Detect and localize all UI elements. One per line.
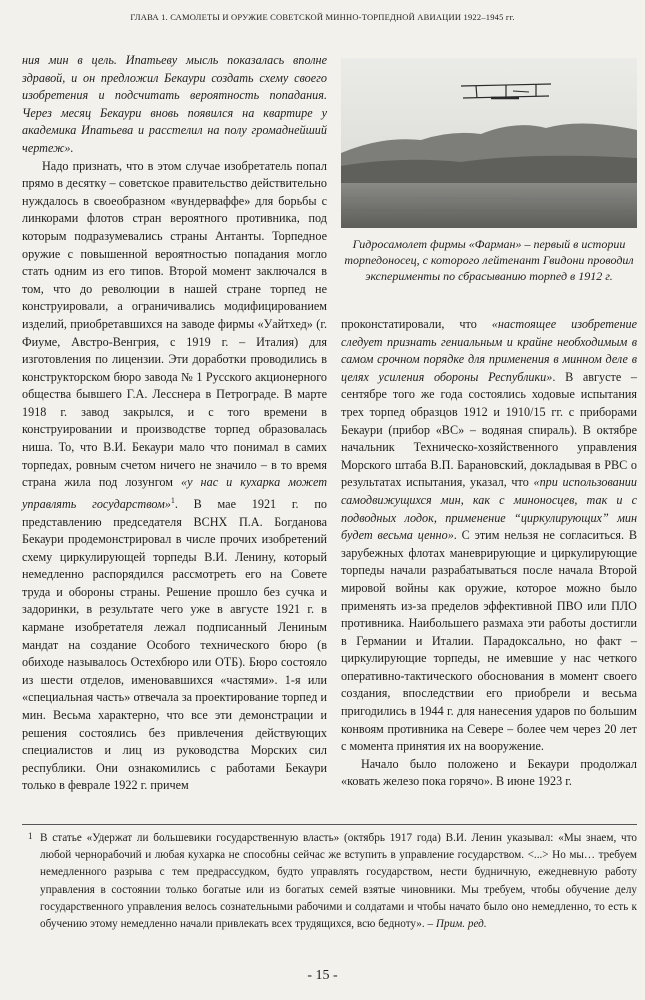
right-text-start: проконстатировали, что bbox=[341, 317, 492, 331]
left-paragraph-main bbox=[22, 158, 327, 795]
footnote-divider bbox=[22, 824, 637, 825]
footnote-body bbox=[40, 830, 637, 933]
footnote-reference[interactable]: 1 bbox=[170, 495, 175, 505]
left-paragraph-quote: ния мин в цель. Ипатьеву мысль показалась вполне здравой, и он предложил Бекаури создать схему своего изобретения и подсчитать вероятность попадания. Через месяц Бекаури вновь появился на квартире у академика Ипатьева и расстелил на полу громаднейший чертеж». bbox=[22, 53, 327, 155]
footnote bbox=[22, 830, 637, 933]
photo-illustration bbox=[341, 58, 637, 228]
farman-seaplane-photo bbox=[341, 58, 637, 228]
right-text-middle: . В августе – сентябре того же года состоялись ходовые испытания трех торпед образцов 1912 и 1910/15 гг. с приборами Бекаури (прибор «ВС» – водяная спираль). В октябре начальник Техническо-хозяйственного управления Морского штаба В.П. Барановский, докладывая в РВС о результатах испытания, указал, что bbox=[341, 369, 637, 490]
left-column bbox=[22, 52, 327, 795]
photo-caption: Гидросамолет фирмы «Фарман» – первый в истории торпедоносец, с которого лейтенант Гвидони проводил эксперименты по сбрасыванию торпед в 1912 г. bbox=[344, 237, 634, 283]
footnote-mark: 1 bbox=[28, 831, 33, 841]
right-column bbox=[341, 316, 637, 791]
baranovsky-quote: «при использовании самодвижущихся мин, как с миноносцев, так и с подводных лодок, применение “циркулирующих” мин будет весьма ценно» bbox=[341, 475, 637, 543]
ingenious-quote: «настоящее изобретение следует признать гениальным и крайне необходимым в самом срочном порядке для применения в минном деле в целях усиления обороны Республики» bbox=[341, 317, 637, 384]
footnote-text: В статье «Удержат ли большевики государственную власть» (октябрь 1917 года) В.И. Ленин указывал: «Мы знаем, что любой чернорабочий и любая кухарка не способны сейчас же вступить в управление государством. <...> Но мы… требуем немедленного разрыва с тем предрассудком, будто управлять государством, нести будничную, ежедневную работу управления в состоянии только богатые или из богатых семей взятые чиновники. Мы требуем, чтобы обучение делу государственного управления велось сознательными рабочими и солдатами и чтобы начато было оно немедленно, то есть к обучению этому немедленно начали привлекать всех трудящихся, всю бедноту». bbox=[40, 832, 637, 931]
left-paragraph-continuation: . В мае 1921 г. по представлению председателя ВСНХ П.А. Богданова Бекаури продемонстрировал в числе прочих изобретений схему циркулирующей торпеды В.И. Ленину, который немедленно распорядился рассмотреть его на Совете труда и обороны страны. Решение прошло без сучка и задоринки, в результате чего уже в августе 1921 г. в кармане изобретателя лежал подписанный Лениным мандат на создание Особого технического бюро (в обиходе называлось Остехбюро или ОТБ). Бюро состояло из шести отделов, именовавшихся «частями». 1-я или «специальная часть» отвечала за проектирование торпед и мин. Весьма характерно, что все эти демонстрации и решения состоялись без привлечения действующих специалистов и лиц из руководства Морских сил республики. Они ознакомились с работами Бекаури только в феврале 1922 г. причем bbox=[22, 496, 327, 793]
kukharka-quote: «у нас и кухарка может управлять государством» bbox=[22, 475, 327, 511]
page-number: - 15 - bbox=[307, 968, 338, 983]
right-paragraph-main bbox=[341, 316, 637, 756]
running-header: ГЛАВА 1. САМОЛЕТЫ И ОРУЖИЕ СОВЕТСКОЙ МИННО-ТОРПЕДНОЙ АВИАЦИИ 1922–1945 гг. bbox=[130, 12, 515, 22]
right-paragraph-last: Начало было положено и Бекаури продолжал «ковать железо пока горячо». В июне 1923 г. bbox=[341, 756, 637, 789]
left-paragraph-text: Надо признать, что в этом случае изобретатель попал прямо в десятку – советское правительство действительно нуждалось в своеобразном «вундерваффе» для борьбы с линкорами флотов стран вероятного противника, под которым подразумевались страны Антанты. Торпедное оружие с повышенной вероятностью попадания могло стать одним из его типов. Второй момент заключался в том, что до революции в нашей стране торпед не конструировали, а ограничивались модифицированием изделий, приобретавшихся на заводе фирмы «Уайтхед» (г. Фиуме, Австро-Венгрия, с 1919 г. – Италия) для изготовления по лицензии. Эти доработки проводились в конструкторском бюро завода № 1 Русского акционерного общества бывшего Г.А. Лесснера в Петрограде. В марте 1918 г. завод закрылся, и с того времени в конструировании и производстве торпед образовалась ниша. То, что В.И. Бекаури мало что понимал в самих торпедах, ровным счетом ничего не значило – в то время страна жила под лозунгом bbox=[22, 158, 327, 490]
right-text-end: . С этим нельзя не согласиться. В зарубежных флотах маневрирующие и циркулирующие торпеды начали разрабатываться после начала Второй мировой войны как оружие, которое можно было применять из-за пределов эффективной ПВО или ПЛО противника. Наибольшего размаха эти работы достигли в Германии и Италии. Парадоксально, но факт – циркулирующие торпеды, не имевшие у нас четкого оперативно-тактического обоснования в момент своего создания, впоследствии его приобрели и весьма пригодились в 1944 г. для нанесения ударов по большим конвоям противника на Севере – более чем через 20 лет с момента принятия их на вооружение. bbox=[341, 528, 637, 754]
editor-note: – Прим. ред. bbox=[424, 918, 487, 931]
